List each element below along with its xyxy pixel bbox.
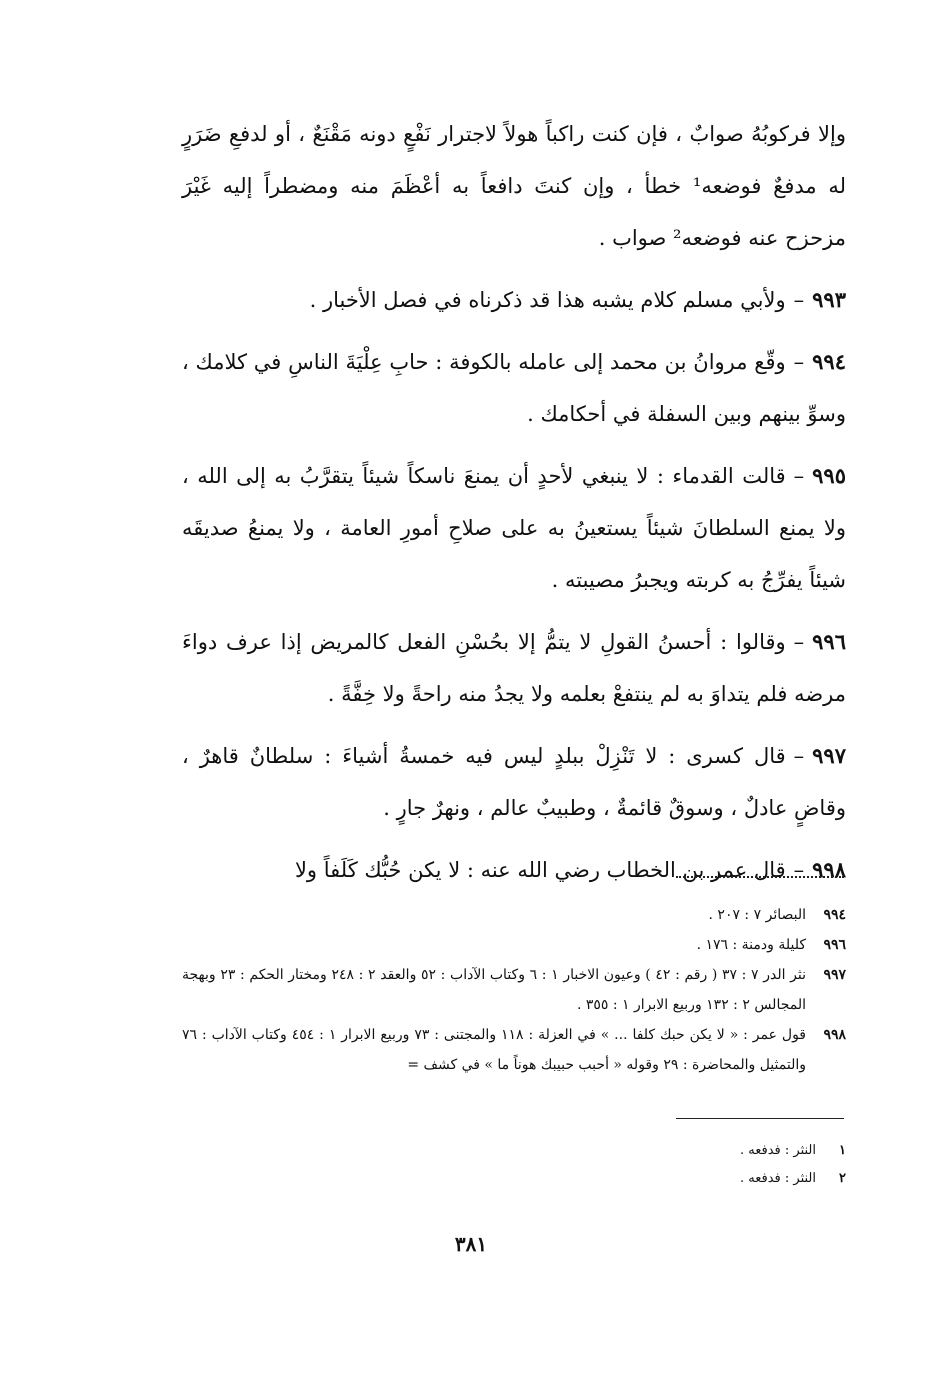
paragraph-text: قالت القدماء : لا ينبغي لأحدٍ أن يمنعَ ناسكاً شيئاً يتقرَّبُ به إلى الله ، ولا يمنع السلطانَ شيئاً يستعينُ به على صلاحِ أمورِ العامة ، ولا يمنعُ صديقَه شيئاً يفرِّجُ به كربته ويجبرُ مصيبته .	[182, 464, 846, 592]
footnotes	[182, 1137, 846, 1193]
footnote-number: ٢	[839, 1171, 846, 1186]
footnote-number: ١	[839, 1143, 846, 1158]
note-item	[182, 930, 846, 960]
notes-dotted-divider	[676, 876, 844, 878]
footnotes-divider	[676, 1118, 844, 1119]
paragraph-995	[182, 450, 846, 606]
paragraph-text: قال كسرى : لا تَنْزِلْ ببلدٍ ليس فيه خمسةُ أشياءَ : سلطانٌ قاهرٌ ، وقاضٍ عادلٌ ، وسوقٌ قائمةٌ ، وطبيبٌ عالم ، ونهرٌ جارٍ .	[182, 744, 846, 820]
footnote-item	[182, 1137, 846, 1165]
paragraph-number: ٩٩٧	[812, 743, 846, 768]
paragraph-dash: –	[793, 630, 805, 654]
note-text: كليلة ودمنة : ١٧٦ .	[696, 937, 806, 953]
paragraph-number: ٩٩٣	[812, 287, 846, 312]
paragraph-text: قال عمر بن الخطاب رضي الله عنه : لا يكن حُبُّك كَلَفاً ولا	[294, 858, 786, 882]
paragraph-dash: –	[793, 350, 805, 374]
page-number: ٣٨١	[454, 1232, 488, 1256]
paragraph-continuation	[182, 108, 846, 264]
note-text: قول عمر : « لا يكن حبك كلفا ... » في العزلة : ١١٨ والمجتنى : ٧٣ وربيع الابرار ١ : ٤٥٤ وكتاب الآداب : ٧٦ والتمثيل والمحاضرة : ٢٩ وقوله « أحبب حبيبك هوناً ما » في كشف =	[182, 1027, 806, 1073]
paragraph-dash: –	[793, 288, 805, 312]
paragraph-dash: –	[793, 858, 805, 882]
note-number: ٩٩٦	[823, 937, 846, 953]
paragraph-998	[182, 844, 846, 896]
paragraph-994	[182, 336, 846, 440]
note-item	[182, 1020, 846, 1080]
paragraph-993	[182, 274, 846, 326]
paragraph-dash: –	[793, 464, 805, 488]
source-notes	[182, 900, 846, 1080]
paragraph-number: ٩٩٥	[812, 463, 846, 488]
note-number: ٩٩٤	[823, 907, 846, 923]
footnote-text: النثر : فدفعه .	[740, 1171, 816, 1186]
paragraph-dash: –	[793, 744, 805, 768]
note-number: ٩٩٨	[823, 1027, 846, 1043]
paragraph-text: ولأبي مسلم كلام يشبه هذا قد ذكرناه في فصل الأخبار .	[309, 288, 786, 312]
paragraph-996	[182, 616, 846, 720]
paragraph-number: ٩٩٦	[812, 629, 846, 654]
footnote-item	[182, 1165, 846, 1193]
paragraph-number: ٩٩٨	[812, 857, 846, 882]
note-item	[182, 900, 846, 930]
note-item	[182, 960, 846, 1020]
main-text	[182, 108, 846, 896]
note-text: البصائر ٧ : ٢٠٧ .	[708, 907, 806, 923]
note-number: ٩٩٧	[823, 967, 846, 983]
paragraph-text: وقّع مروانُ بن محمد إلى عامله بالكوفة : حابِ عِلْيَةَ الناسِ في كلامك ، وسوِّ بينهم وبين السفلة في أحكامك .	[182, 350, 846, 426]
paragraph-number: ٩٩٤	[812, 349, 846, 374]
paragraph-997	[182, 730, 846, 834]
paragraph-text: وقالوا : أحسنُ القولِ لا يتمُّ إلا بحُسْنِ الفعل كالمريض إذا عرف دواءَ مرضه فلم يتداوَ به لم ينتفعْ بعلمه ولا يجدُ منه راحةً ولا خِفَّةً .	[182, 630, 846, 706]
paragraph-text: وإلا فركوبُهُ صوابٌ ، فإن كنت راكباً هولاً لاجترار نَفْعٍ دونه مَقْنَعٌ ، أو لدفعِ ضَرَرٍ له مدفعٌ فوضعه¹ خطأ ، وإن كنتَ دافعاً به أعْظَمَ منه ومضطراً إليه غَيْرَ مزحزح عنه فوضعه² صواب .	[182, 122, 846, 250]
note-text: نثر الدر ٧ : ٣٧ ( رقم : ٤٢ ) وعيون الاخبار ١ : ٦ وكتاب الآداب : ٥٢ والعقد ٢ : ٢٤٨ ومختار الحكم : ٢٣ وبهجة المجالس ٢ : ١٣٢ وربيع الابرار ١ : ٣٥٥ .	[182, 967, 806, 1013]
footnote-text: النثر : فدفعه .	[740, 1143, 816, 1158]
